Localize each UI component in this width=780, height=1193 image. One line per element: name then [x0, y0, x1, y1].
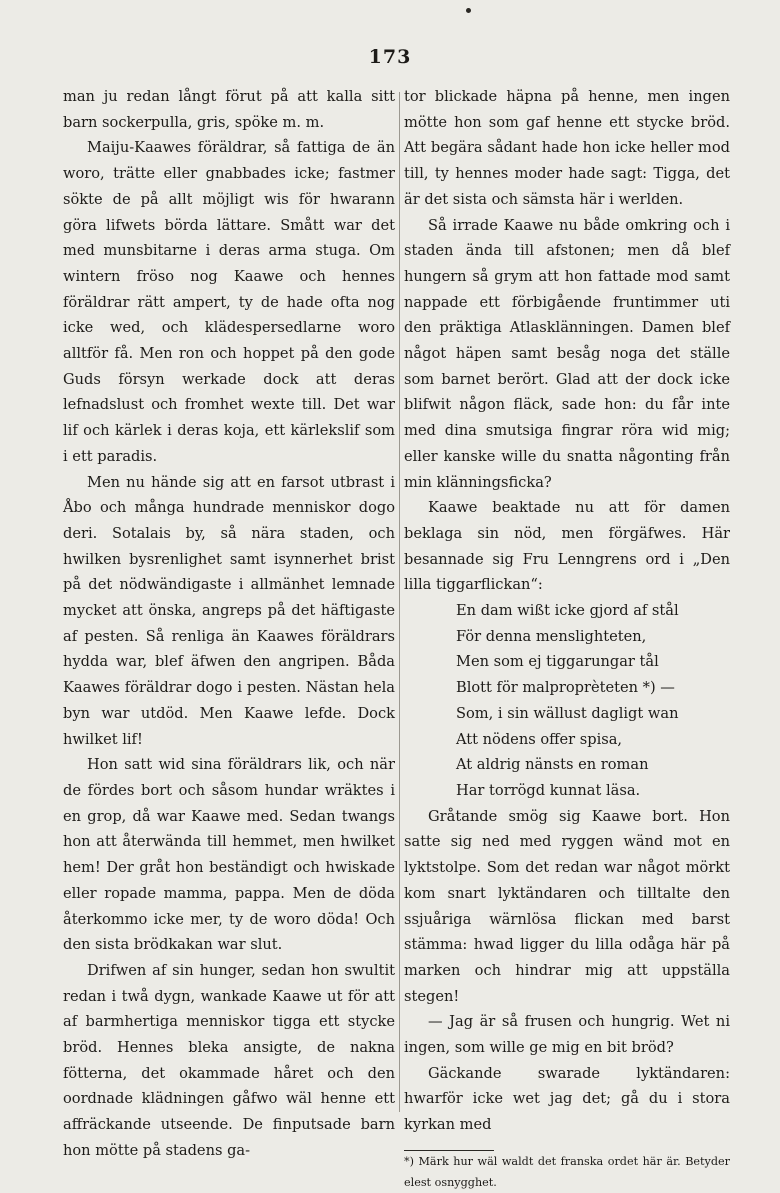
- footnote: *) Märk hur wäl waldt det franska ordet här är. Betyder elest osnygghet.: [404, 1154, 730, 1189]
- paragraph: Så irrade Kaawe nu både omkring och i staden ända till afstonen; men då blef hungern så grym att hon fattade mod samt nappade ett förbigående fruntimmer uti den präktiga Atlasklänningen. Damen blef något häpen samt besåg noga det ställe som barnet berört. Glad att der dock icke blifwit någon fläck, sade hon: du får inte med dina smutsiga fingrar röra wid mig; eller kanske wille du snatta någonting från min klänningsficka?: [404, 216, 730, 491]
- column-divider: [399, 92, 400, 1112]
- verse-line: Att nödens offer spisa,: [456, 730, 623, 748]
- paragraph: Maiju-Kaawes föräldrar, så fattiga de än woro, trätte eller gnabbades icke; fastmer sökte de på allt möjligt wis för hwarann göra lifwets börda lättare. Smått war det med munsbitarne i deras arma stuga. Om wintern fröso nog Kaawe och hennes föräldrar rätt ampert, ty de hade ofta nog icke wed, och klädespersedlarne woro alltför få. Men ron och hoppet på den gode Guds försyn werkade dock att deras lefnadslust och fromhet wexte till. Det war lif och kärlek i deras koja, ett kärlekslif som i ett paradis.: [63, 139, 395, 465]
- verse-line: För denna menslighteten,: [456, 627, 647, 645]
- left-column: [63, 84, 395, 1164]
- paragraph: tor blickade häpna på henne, men ingen mötte hon som gaf henne ett stycke bröd. Att begära sådant hade hon icke heller mod till, ty hennes moder hade sagt: Tigga, det är det sista och sämsta här i werlden.: [404, 88, 730, 208]
- paragraph: Gråtande smög sig Kaawe bort. Hon satte sig ned med ryggen wänd mot en lyktstolpe. Som det redan war något mörkt kom snart lyktändaren och tilltalte den ssjuåriga wärnlösa flickan med barst stämma: hwad ligger du lilla odåga här på marken och hindrar mig att uppställa stegen!: [404, 807, 730, 1005]
- right-column: [404, 84, 730, 1193]
- verse-line: Blott för malproprèteten *) —: [456, 679, 675, 697]
- verse-line: Har torrögd kunnat läsa.: [456, 781, 641, 799]
- verse-line: En dam wißt icke gjord af stål: [456, 602, 679, 620]
- paragraph: Kaawe beaktade nu att för damen beklaga sin nöd, men förgäfwes. Här besannade sig Fru Lenngrens ord i „Den lilla tiggarflickan“:: [404, 499, 730, 594]
- paragraph: — Jag är så frusen och hungrig. Wet ni ingen, som wille ge mig en bit bröd?: [404, 1013, 730, 1057]
- verse-line: Som, i sin wällust dagligt wan: [456, 704, 679, 722]
- paragraph: Drifwen af sin hunger, sedan hon swultit redan i twå dygn, wankade Kaawe ut för att af barmhertiga menniskor tigga ett stycke bröd. Hennes bleka ansigte, de nakna fötterna, det okammade håret och den oordnade klädningen gåfwo wäl henne ett affräckande utseende. De finputsade barn hon mötte på stadens ga-: [63, 961, 395, 1159]
- paragraph: Gäckande swarade lyktändaren: hwarför icke wet jag det; gå du i stora kyrkan med: [404, 1064, 730, 1134]
- verse-line: Men som ej tiggarungar tål: [456, 653, 659, 671]
- verse-line: At aldrig nänsts en roman: [456, 756, 649, 774]
- ink-speck: [466, 8, 471, 13]
- poem-quote: [404, 598, 730, 804]
- paragraph: Hon satt wid sina föräldrars lik, och när de fördes bort och såsom hundar wräktes i en grop, då war Kaawe med. Sedan twangs hon att återwända till hemmet, men hwilket hem! Der gråt hon beständigt och hwiskade eller ropade mamma, pappa. Men de döda återkommo icke mer, ty de woro döda! Och den sista brödkakan war slut.: [63, 756, 395, 954]
- page-number: 173: [368, 46, 412, 68]
- paragraph: Men nu hände sig att en farsot utbrast i Åbo och många hundrade menniskor dogo deri. Sotalais by, så nära staden, och hwilken bysrenlighet samt isynnerhet brist på det nödwändigaste i allmänhet lemnade mycket att önska, angreps på det häftigaste af pesten. Så renliga än Kaawes föräldrars hydda war, blef äfwen den angripen. Båda Kaawes föräldrar dogo i pesten. Nästan hela byn war utdöd. Men Kaawe lefde. Dock hwilket lif!: [63, 473, 395, 748]
- paragraph: man ju redan långt förut på att kalla sitt barn sockerpulla, gris, spöke m. m.: [63, 88, 395, 131]
